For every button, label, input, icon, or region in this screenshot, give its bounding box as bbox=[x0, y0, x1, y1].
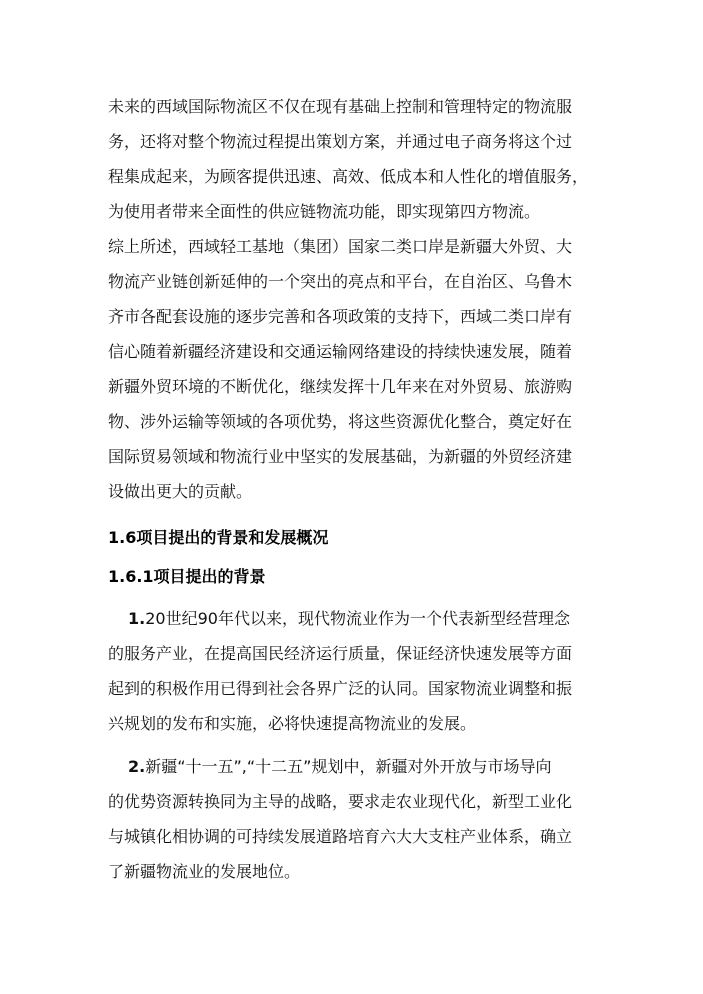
paragraph-line: 新疆外贸环境的不断优化，继续发挥十几年来在对外贸易、旅游购 bbox=[108, 377, 573, 396]
paragraph-line: 的服务产业，在提高国民经济运行质量，保证经济快速发展等方面 bbox=[108, 644, 573, 663]
paragraph-line: 物、涉外运输等领域的各项优势，将这些资源优化整合，奠定好在 bbox=[108, 412, 573, 431]
list-item-text: 20世纪90年代以来，现代物流业作为一个代表新型经营理念 bbox=[145, 609, 570, 628]
paragraph-line: 程集成起来，为顾客提供迅速、高效、低成本和人性化的增值服务， bbox=[108, 167, 589, 186]
list-item-first-line bbox=[128, 609, 570, 629]
list-item-first-line bbox=[128, 757, 551, 777]
list-item-text: 新疆“十一五”,“十二五”规划中，新疆对外开放与市场导向 bbox=[145, 757, 552, 776]
subsection-heading: 1.6.1项目提出的背景 bbox=[108, 567, 266, 586]
section-heading: 1.6项目提出的背景和发展概况 bbox=[108, 528, 329, 547]
paragraph-line: 为使用者带来全面性的供应链物流功能，即实现第四方物流。 bbox=[108, 202, 541, 221]
paragraph-line: 设做出更大的贡献。 bbox=[108, 482, 253, 501]
list-item-number: 2. bbox=[128, 757, 146, 776]
paragraph-line: 务，还将对整个物流过程提出策划方案，并通过电子商务将这个过 bbox=[108, 132, 573, 151]
paragraph-line: 未来的西域国际物流区不仅在现有基础上控制和管理特定的物流服 bbox=[108, 97, 573, 116]
paragraph-line: 起到的积极作用已得到社会各界广泛的认同。国家物流业调整和振 bbox=[108, 679, 573, 698]
paragraph-line: 物流产业链创新延伸的一个突出的亮点和平台，在自治区、乌鲁木 bbox=[108, 272, 573, 291]
paragraph-line: 综上所述，西域轻工基地（集团）国家二类口岸是新疆大外贸、大 bbox=[108, 237, 573, 256]
paragraph-line: 国际贸易领域和物流行业中坚实的发展基础，为新疆的外贸经济建 bbox=[108, 447, 573, 466]
paragraph-line: 兴规划的发布和实施，必将快速提高物流业的发展。 bbox=[108, 714, 477, 733]
list-item-number: 1. bbox=[128, 609, 146, 628]
paragraph-line: 的优势资源转换同为主导的战略，要求走农业现代化，新型工业化 bbox=[108, 792, 573, 811]
paragraph-line: 齐市各配套设施的逐步完善和各项政策的支持下，西域二类口岸有 bbox=[108, 307, 573, 326]
paragraph-line: 信心随着新疆经济建设和交通运输网络建设的持续快速发展，随着 bbox=[108, 342, 573, 361]
paragraph-line: 与城镇化相协调的可持续发展道路培育六大大支柱产业体系，确立 bbox=[108, 827, 573, 846]
paragraph-line: 了新疆物流业的发展地位。 bbox=[108, 862, 301, 881]
